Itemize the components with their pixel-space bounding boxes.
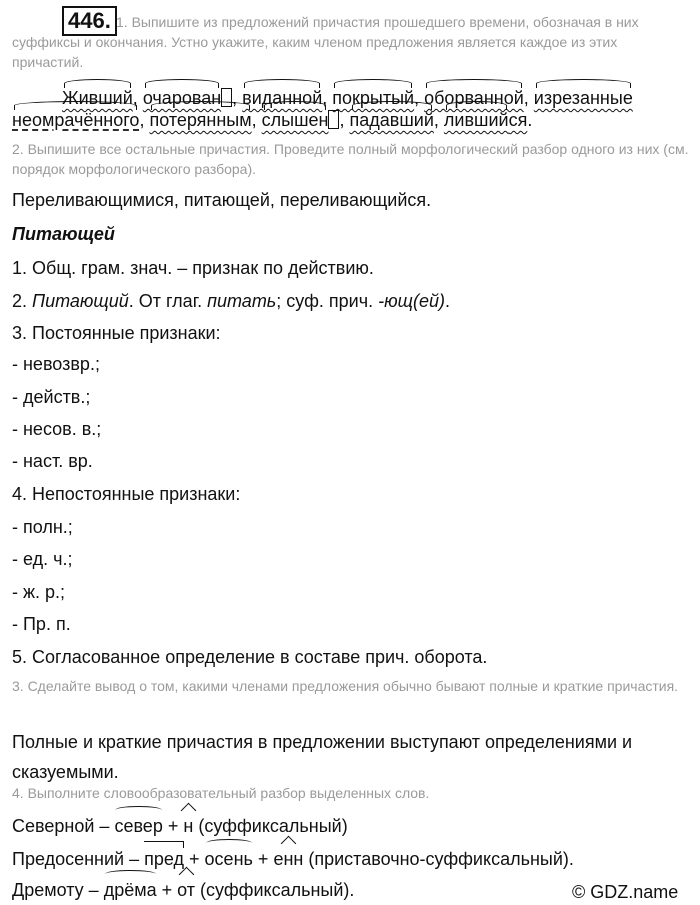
root-mark: север xyxy=(114,811,162,841)
analysis-point-1: 1. Общ. грам. знач. – признак по действию. xyxy=(12,258,374,278)
reflexive-suffix: ся xyxy=(508,110,528,130)
suffix-mark: н xyxy=(183,811,193,841)
participle-word: падавший xyxy=(349,110,434,130)
analysis-point-3: 3. Постоянные признаки: xyxy=(12,323,221,343)
exercise-number: 446. xyxy=(62,6,117,36)
suffix-mark: енн xyxy=(273,844,303,874)
list-item: - несов. в.; xyxy=(12,419,102,439)
suffix-mark: от xyxy=(177,875,195,905)
answer-3: Полные и краткие причастия в предложении выступают определениями и сказуемыми. xyxy=(12,732,633,782)
task-1-lead: 1. Выпишите из предложений причастия прошедшего времени, обозначая в xyxy=(116,14,613,30)
participle-word: неомрачённого xyxy=(12,110,140,130)
answer-1-line-1: Живший, очарован , виданной, покрытый, оборванной, изрезанные xyxy=(62,88,633,108)
copyright-watermark: © GDZ.name xyxy=(572,882,679,902)
null-ending-box xyxy=(328,110,339,129)
prefix-mark: пред xyxy=(144,844,184,874)
list-item: - действ.; xyxy=(12,387,91,407)
participle-word: ливший xyxy=(443,110,509,130)
task-2: 2. Выпишите все остальные причастия. Проведите полный морфологический разбор одного из них (см. порядок морфологического разбора). xyxy=(12,141,689,177)
list-item: - ж. р.; xyxy=(12,582,66,602)
answer-1-line-2: неомрачённого, потерянным, слышен , падавший, лившийся. xyxy=(12,110,533,130)
participle-word: оборванной xyxy=(424,88,524,108)
task-1 xyxy=(12,12,692,72)
participle-word: Живший xyxy=(62,88,133,108)
list-item: - невозвр.; xyxy=(12,354,100,374)
participle-word: покрытый xyxy=(332,88,415,108)
analysis-point-5: 5. Согласованное определение в составе прич. оборота. xyxy=(12,647,488,667)
list-item: - ед. ч.; xyxy=(12,549,73,569)
root-mark: осень xyxy=(205,844,253,874)
analysis-point-4: 4. Непостоянные признаки: xyxy=(12,484,241,504)
root-mark: дрёма xyxy=(104,875,157,905)
list-item: - Пр. п. xyxy=(12,614,71,634)
list-item: - наст. вр. xyxy=(12,451,93,471)
task-4: 4. Выполните словообразовательный разбор выделенных слов. xyxy=(12,785,430,801)
analysis-point-2: 2. Питающий. От глаг. питать; суф. прич. -ющ(ей). xyxy=(12,291,450,311)
participle-word: слышен xyxy=(261,110,329,130)
participle-word: виданной xyxy=(242,88,323,108)
task-3: 3. Сделайте вывод о том, какими членами предложения обычно бывают полные и краткие причастия. xyxy=(12,678,679,694)
task-1-rest: них суффиксы и окончания. Устно укажите, каким членом предложения является каждое из этих причастий. xyxy=(12,14,639,70)
participle-word: потерянным xyxy=(149,110,252,130)
analyzed-word: Питающей xyxy=(12,224,115,244)
participle-list: Переливающимися, питающей, переливающийся. xyxy=(12,190,432,210)
word-formation-row: Предосенний – пред + осень + енн (приставочно-суффиксальный). xyxy=(12,844,692,874)
participle-word: очарован xyxy=(142,88,222,108)
participle-word: изрезанные xyxy=(533,88,633,108)
list-item: - полн.; xyxy=(12,517,73,537)
word-formation-row: Дремоту – дрёма + от (суффиксальный). xyxy=(12,875,692,905)
word-formation-row: Северной – север + н (суффиксальный) xyxy=(12,811,692,841)
